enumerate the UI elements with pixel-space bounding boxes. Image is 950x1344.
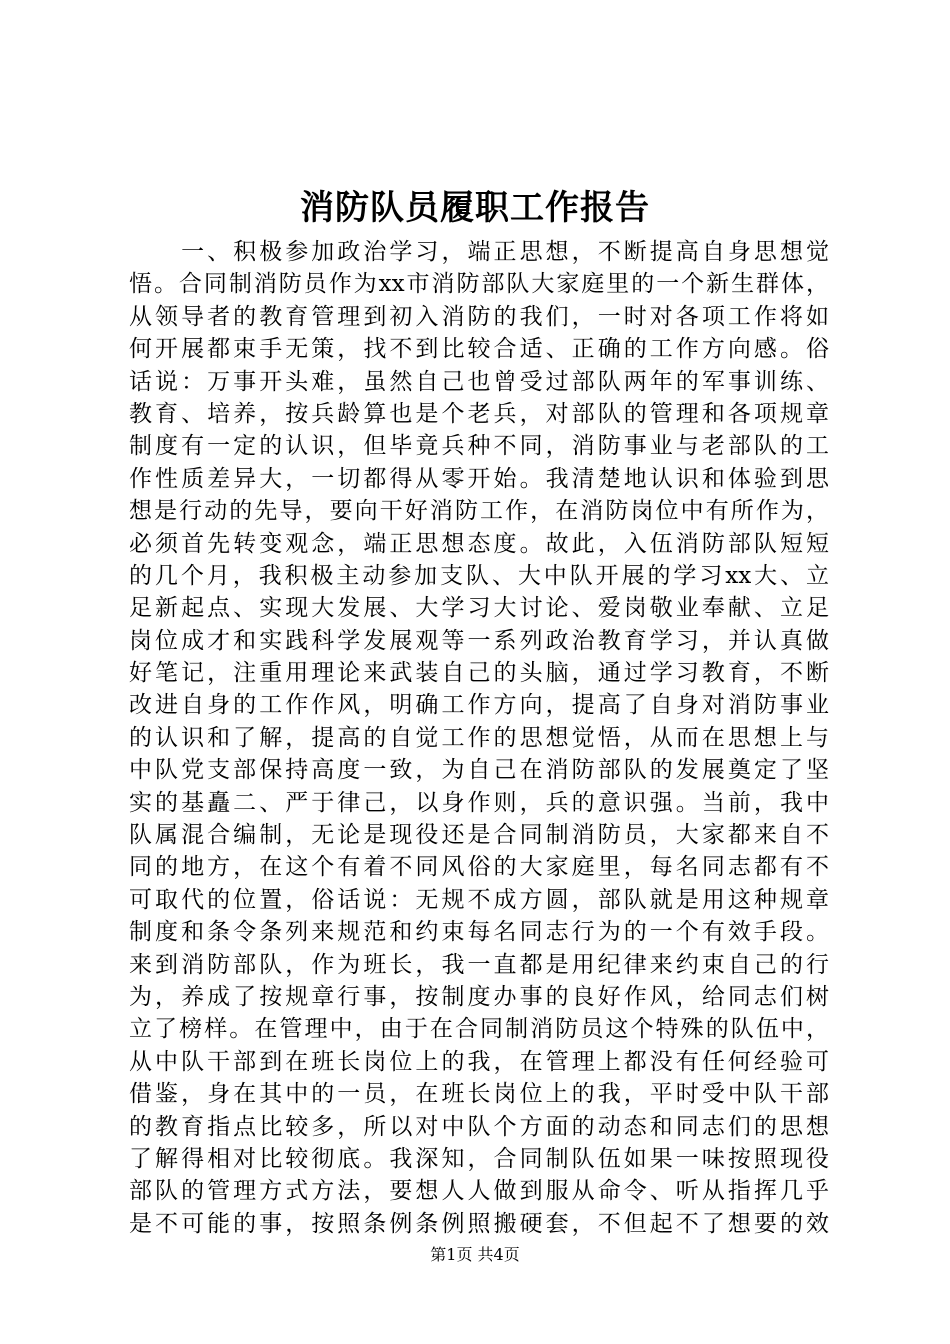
document-body (129, 236, 829, 1240)
body-line: 立了榜样。在管理中，由于在合同制消防员这个特殊的队伍中， (129, 1016, 829, 1043)
body-line: 作性质差异大，一切都得从零开始。我清楚地认识和体验到思 (129, 465, 829, 492)
body-line: 话说：万事开头难，虽然自己也曾受过部队两年的军事训练、 (129, 368, 829, 395)
body-line: 教育、培养，按兵龄算也是个老兵，对部队的管理和各项规章 (129, 400, 829, 427)
body-line: 好笔记，注重用理论来武装自己的头脑，通过学习教育，不断 (129, 660, 829, 687)
body-line: 来到消防部队，作为班长，我一直都是用纪律来约束自己的行 (129, 951, 829, 978)
body-line: 岗位成才和实践科学发展观等一系列政治教育学习，并认真做 (129, 627, 829, 654)
body-line: 可取代的位置，俗话说：无规不成方圆，部队就是用这种规章 (129, 886, 829, 913)
body-line: 制度和条令条列来规范和约束每名同志行为的一个有效手段。 (129, 919, 829, 946)
body-line: 中队党支部保持高度一致，为自己在消防部队的发展奠定了坚 (129, 757, 829, 784)
body-line: 必须首先转变观念，端正思想态度。故此，入伍消防部队短短 (129, 530, 829, 557)
body-line: 借鉴，身在其中的一员，在班长岗位上的我，平时受中队干部 (129, 1081, 829, 1108)
body-line: 为，养成了按规章行事，按制度办事的良好作风，给同志们树 (129, 983, 829, 1010)
body-line: 改进自身的工作作风，明确工作方向，提高了自身对消防事业 (129, 692, 829, 719)
body-line: 制度有一定的认识，但毕竟兵种不同，消防事业与老部队的工 (129, 433, 829, 460)
document-title: 消防队员履职工作报告 (300, 188, 650, 228)
body-line: 的认识和了解，提高的自觉工作的思想觉悟，从而在思想上与 (129, 724, 829, 751)
body-line: 想是行动的先导，要向干好消防工作，在消防岗位中有所作为， (129, 498, 829, 525)
body-line: 从领导者的教育管理到初入消防的我们，一时对各项工作将如 (129, 303, 829, 330)
body-line: 了解得相对比较彻底。我深知，合同制队伍如果一味按照现役 (129, 1145, 829, 1172)
body-line: 一、积极参加政治学习，端正思想，不断提高自身思想觉 (129, 239, 829, 265)
body-line: 的几个月，我积极主动参加支队、大中队开展的学习xx大、立 (129, 562, 829, 589)
body-line: 是不可能的事，按照条例条例照搬硬套，不但起不了想要的效 (129, 1210, 829, 1237)
body-line: 实的基矗二、严于律己，以身作则，兵的意识强。当前，我中 (129, 789, 829, 816)
body-line: 队属混合编制，无论是现役还是合同制消防员，大家都来自不 (129, 822, 829, 849)
body-line: 从中队干部到在班长岗位上的我，在管理上都没有任何经验可 (129, 1048, 829, 1075)
body-line: 何开展都束手无策，找不到比较合适、正确的工作方向感。俗 (129, 336, 829, 363)
body-line: 的教育指点比较多，所以对中队个方面的动态和同志们的思想 (129, 1113, 829, 1140)
body-line: 足新起点、实现大发展、大学习大讨论、爱岗敬业奉献、立足 (129, 595, 829, 622)
body-line: 悟。合同制消防员作为xx市消防部队大家庭里的一个新生群体， (129, 271, 829, 298)
body-line: 同的地方，在这个有着不同风俗的大家庭里，每名同志都有不 (129, 854, 829, 881)
page-footer: 第1页 共4页 (430, 1245, 520, 1264)
body-line: 部队的管理方式方法，要想人人做到服从命令、听从指挥几乎 (129, 1178, 829, 1205)
